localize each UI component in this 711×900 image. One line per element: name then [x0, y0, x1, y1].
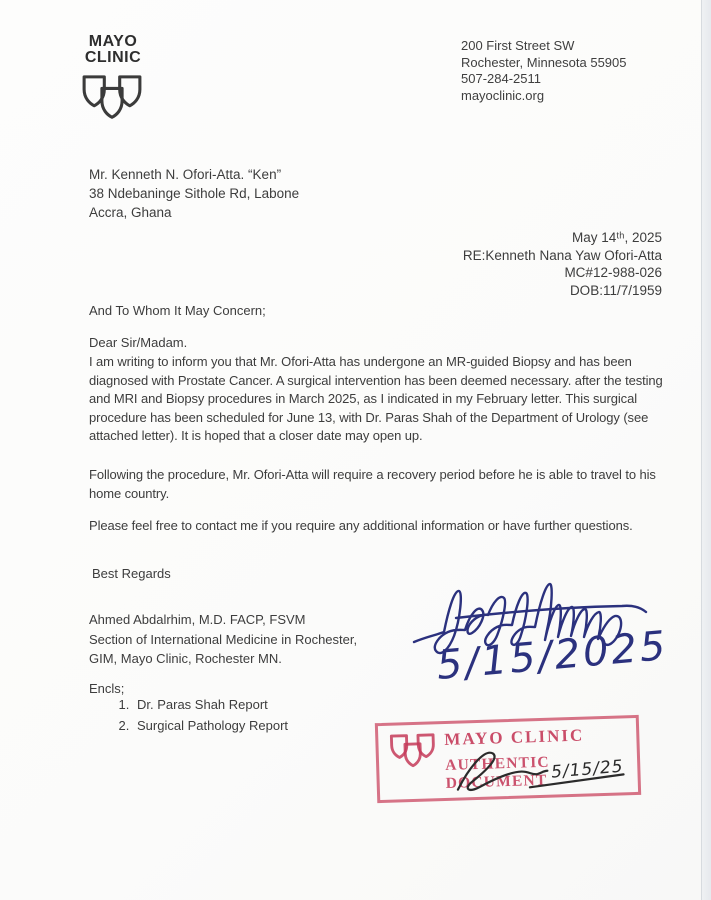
enclosures-list: [95, 694, 288, 736]
logo-word-clinic: CLINIC: [84, 49, 142, 66]
signer-section-line: Section of International Medicine in Rochester,: [89, 631, 358, 647]
enclosure-item: 2. Surgical Pathology Report: [133, 715, 288, 736]
signer-name-line: Ahmed Abdalrhim, M.D. FACP, FSVM: [89, 612, 306, 627]
concern-line: And To Whom It May Concern;: [89, 303, 266, 318]
dob-line: DOB:11/7/1959: [569, 282, 662, 298]
re-line: RE:Kenneth Nana Yaw Ofori-Atta: [462, 247, 662, 263]
handwritten-date: 5/15/2025: [434, 622, 671, 689]
clinic-address: [461, 38, 627, 104]
recipient-city-line: Accra, Ghana: [89, 205, 172, 220]
salutation: Dear Sir/Madam.: [89, 335, 188, 350]
enclosures-label: Encls;: [89, 681, 125, 696]
stamp-subtitle: AUTHENTIC DOCUMENT: [444, 753, 551, 792]
clinic-website: mayoclinic.org: [461, 87, 545, 103]
paper-photo-edge: [701, 0, 711, 900]
clinic-address-line: 200 First Street SW: [461, 38, 575, 53]
body-paragraph-3: Please feel free to contact me if you require any additional information or have further questions.: [89, 518, 633, 533]
body-paragraph-2: Following the procedure, Mr. Ofori-Atta will require a recovery period before he is able to travel to his home country.: [89, 467, 656, 501]
logo-word-mayo: MAYO: [88, 33, 138, 50]
enclosure-item: 1. Dr. Paras Shah Report: [133, 694, 288, 715]
authenticity-stamp: [375, 715, 641, 803]
mayo-clinic-logo-text: [78, 34, 148, 66]
stamp-org-name: MAYO CLINIC: [444, 725, 585, 749]
stamp-date: 5/15/25: [550, 756, 625, 783]
clinic-phone: 507-284-2511: [461, 71, 541, 86]
closing-line: Best Regards: [92, 566, 171, 581]
signer-org-line: GIM, Mayo Clinic, Rochester MN.: [89, 651, 282, 666]
reference-block: [463, 229, 662, 299]
recipient-name-line: Mr. Kenneth N. Ofori-Atta. “Ken”: [89, 167, 282, 182]
handwritten-signature: [408, 574, 706, 692]
stamp-signature-scrawl: [378, 718, 638, 800]
recipient-street-line: 38 Ndebaninge Sithole Rd, Labone: [89, 186, 300, 201]
mc-number-line: MC#12-988-026: [564, 265, 662, 280]
mayo-triple-shield-icon: [80, 74, 144, 124]
clinic-address-line: Rochester, Minnesota 55905: [461, 54, 627, 70]
recipient-address: [89, 165, 299, 222]
body-paragraph-1: I am writing to inform you that Mr. Ofori-Atta has undergone an MR-guided Biopsy and has been diagnosed with Prostate Cancer. A surgical intervention has been deemed necessary. after the testing and MRI and Biopsy procedures in March 2025, as I indicated in my February letter. This surgical procedure has been scheduled for June 13, with Dr. Paras Shah of the Department of Urology (see attached letter). It is hoped that a closer date may open up.: [89, 354, 663, 443]
letter-date-line: May 14ᵗʰ, 2025: [572, 230, 662, 245]
signature-block: [89, 610, 357, 669]
